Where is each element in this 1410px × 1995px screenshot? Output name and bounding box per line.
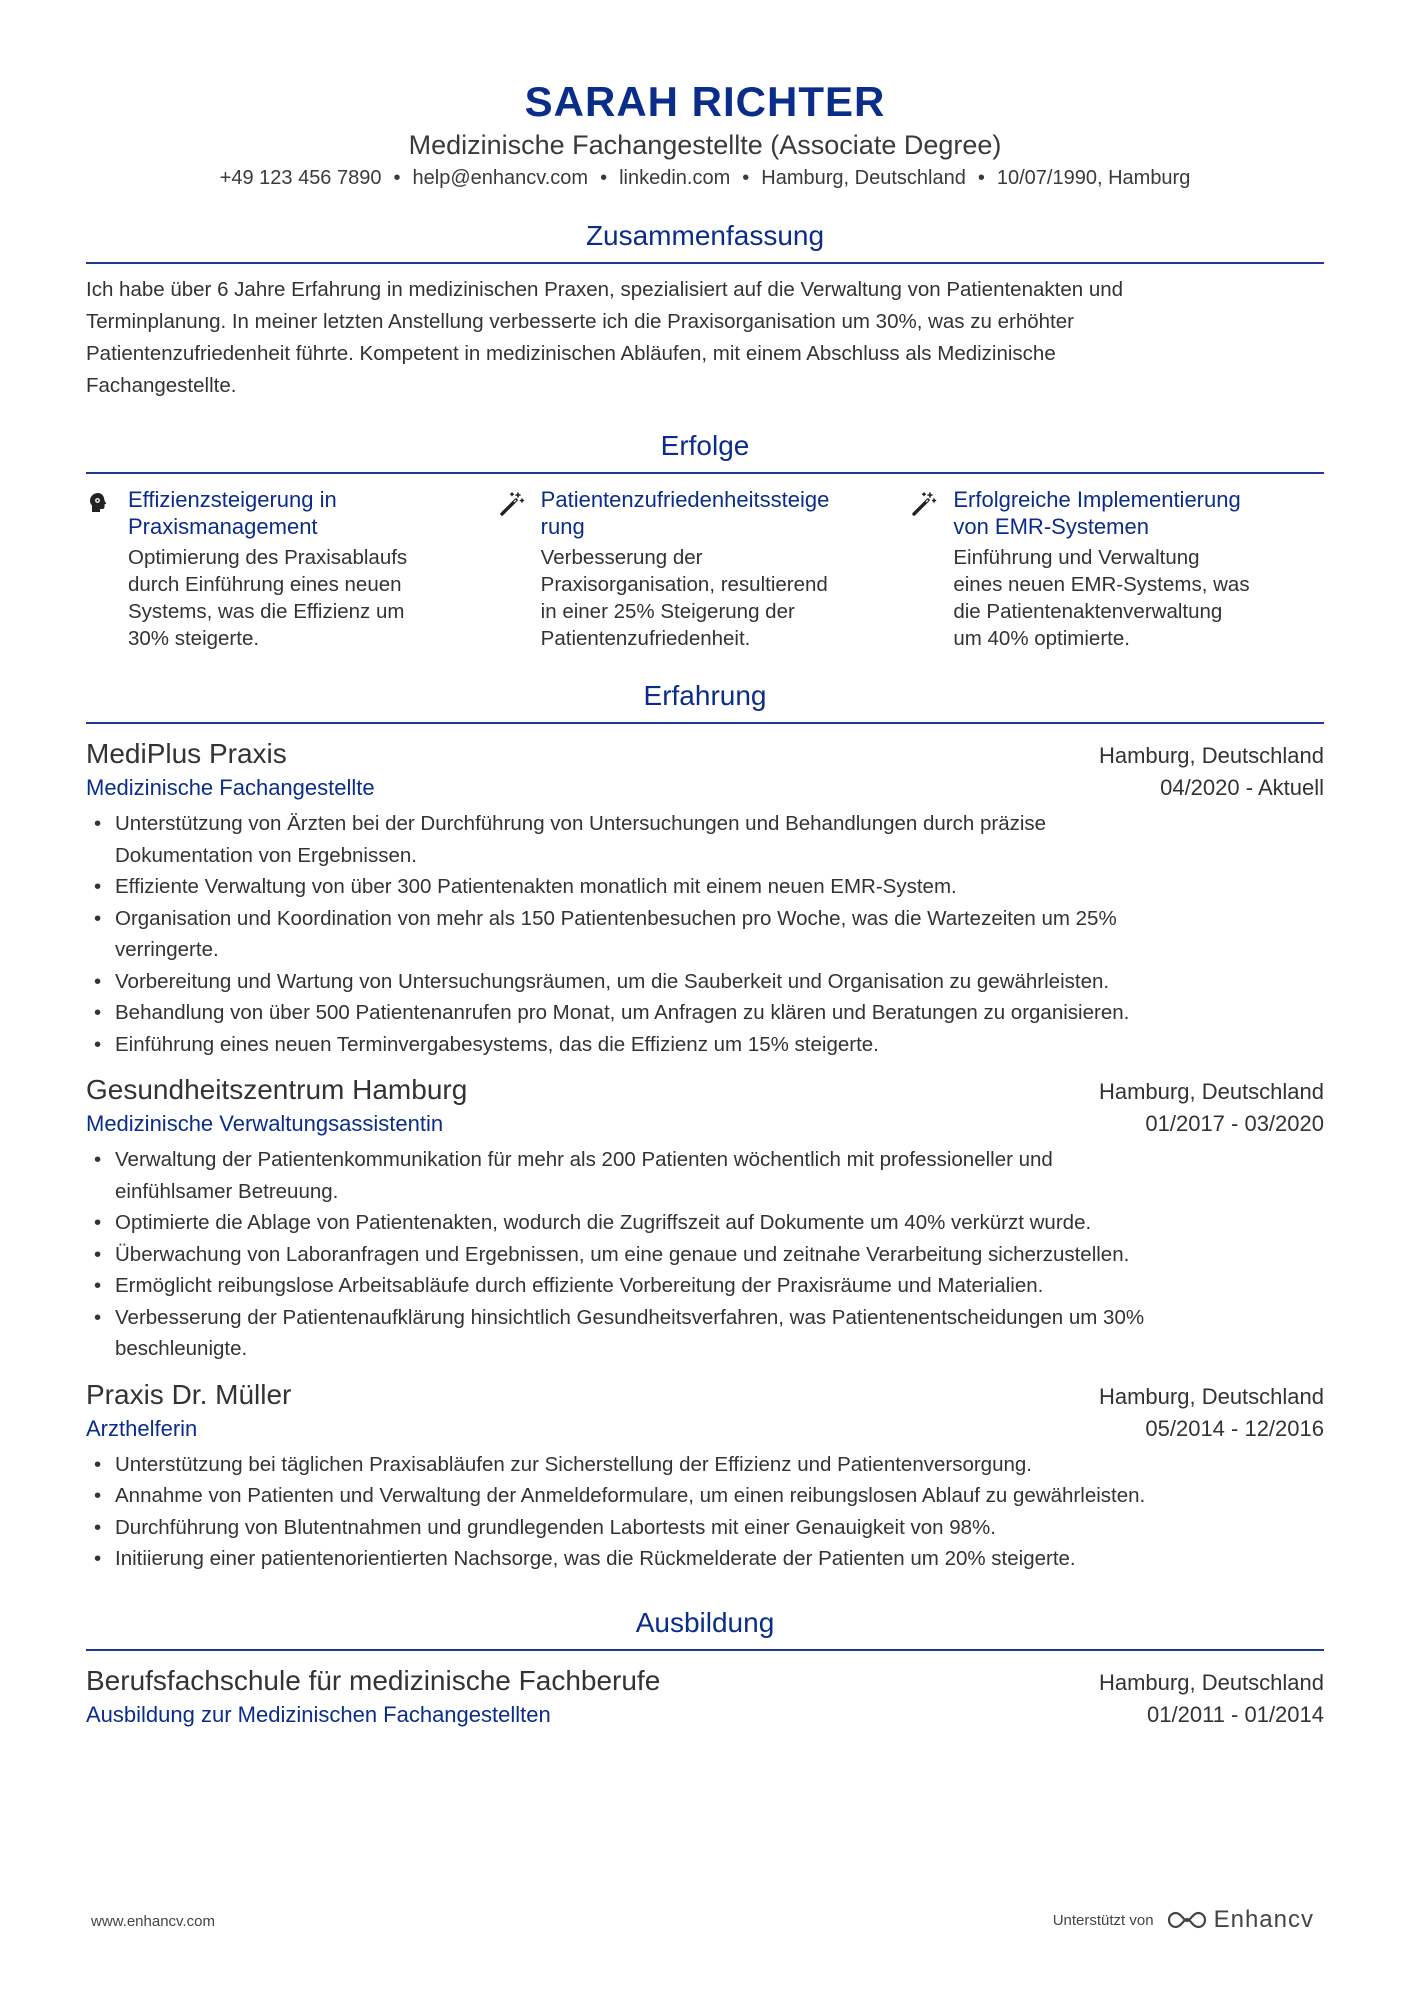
list-item: • Unterstützung bei täglichen Praxisabläufen zur Sicherstellung der Effizienz und Patientenversorgung. (86, 1449, 1324, 1481)
job-role: Medizinische Fachangestellte (86, 775, 375, 800)
section-heading-summary: Zusammenfassung (86, 218, 1324, 264)
job-dates: 04/2020 - Aktuell (1160, 775, 1324, 800)
list-item: • Annahme von Patienten und Verwaltung der Anmeldeformulare, um einen reibungslosen Ablauf zu gewährleisten. (86, 1480, 1324, 1512)
list-item: • Einführung eines neuen Terminvergabesystems, das die Effizienz um 15% steigerte. (86, 1029, 1324, 1061)
head-gears-icon (86, 486, 128, 652)
achievement-desc: Optimierung des Praxisablaufs durch Einführung eines neuen Systems, was die Effizienz um 30% steigerte. (128, 546, 408, 650)
list-item: • Vorbereitung und Wartung von Untersuchungsräumen, um die Sauberkeit und Organisation zu gewährleisten. (86, 966, 1324, 998)
job-entry (86, 1072, 1324, 1365)
section-heading-experience: Erfahrung (86, 678, 1324, 724)
section-heading-achievements: Erfolge (86, 428, 1324, 474)
list-item: • Optimierte die Ablage von Patientenakten, wodurch die Zugriffszeit auf Dokumente um 40% verkürzt wurde. (86, 1207, 1324, 1239)
job-company: MediPlus Praxis (86, 738, 287, 769)
list-item: • Unterstützung von Ärzten bei der Durchführung von Untersuchungen und Behandlungen durch präzise Dokumentation von Ergebnissen. (86, 808, 1324, 871)
contact-phone: +49 123 456 7890 (219, 167, 382, 189)
contact-email[interactable]: help@enhancv.com (412, 167, 589, 189)
list-item: • Verbesserung der Patientenaufklärung hinsichtlich Gesundheitsverfahren, was Patientenentscheidungen um 30% beschleunigte. (86, 1302, 1324, 1365)
contact-linkedin[interactable]: linkedin.com (619, 167, 731, 189)
job-location: Hamburg, Deutschland (1098, 743, 1324, 768)
contact-location: Hamburg, Deutschland (761, 167, 966, 189)
contact-line: +49 123 456 7890 • help@enhancv.com • linkedin.com • Hamburg, Deutschland • 10/07/1990, Hamburg (219, 167, 1191, 189)
education-location: Hamburg, Deutschland (1098, 1669, 1324, 1695)
list-item: • Initiierung einer patientenorientierten Nachsorge, was die Rückmelderate der Patienten um 20% steigerte. (86, 1543, 1324, 1575)
education-entry (86, 1663, 1324, 1731)
job-entry (86, 736, 1324, 1060)
job-bullets (86, 808, 1324, 1060)
footer-website[interactable]: www.enhancv.com (91, 1913, 215, 1930)
job-role: Arzthelferin (86, 1415, 198, 1441)
job-bullets (86, 1144, 1324, 1365)
list-item: • Organisation und Koordination von mehr als 150 Patientenbesuchen pro Woche, was die Wartezeiten um 25% verringerte. (86, 903, 1324, 966)
achievement-title: Patientenzufriedenheitssteige rung (540, 487, 830, 539)
achievement-desc: Einführung und Verwaltung eines neuen EMR-Systems, was die Patientenaktenverwaltung um 40% optimierte. (953, 546, 1250, 650)
list-item: • Verwaltung der Patientenkommunikation für mehr als 200 Patienten wöchentlich mit professioneller und einfühlsamer Betreuung. (86, 1144, 1324, 1207)
footer-powered-by (1053, 1906, 1314, 1934)
magic-wand-icon (499, 486, 541, 652)
achievement-item (911, 486, 1324, 652)
job-dates: 05/2014 - 12/2016 (1145, 1415, 1324, 1441)
job-location: Hamburg, Deutschland (1098, 1383, 1324, 1409)
candidate-title: Medizinische Fachangestellte (Associate Degree) (408, 130, 1002, 160)
magic-wand-icon (911, 486, 953, 652)
job-company: Praxis Dr. Müller (86, 1378, 292, 1410)
job-role: Medizinische Verwaltungsassistentin (86, 1111, 444, 1136)
achievement-desc: Verbesserung der Praxisorganisation, resultierend in einer 25% Steigerung der Patientenzufriedenheit. (540, 546, 828, 650)
list-item: • Effiziente Verwaltung von über 300 Patientenakten monatlich mit einem neuen EMR-System. (86, 871, 1324, 903)
powered-by-label: Unterstützt von (1052, 1911, 1154, 1929)
list-item: • Durchführung von Blutentnahmen und grundlegenden Labortests mit einer Genauigkeit von 98%. (86, 1512, 1324, 1544)
education-school: Berufsfachschule für medizinische Fachberufe (86, 1664, 661, 1696)
job-location: Hamburg, Deutschland (1098, 1079, 1324, 1104)
education-degree: Ausbildung zur Medizinischen Fachangestellten (86, 1701, 551, 1727)
education-dates: 01/2011 - 01/2014 (1147, 1701, 1324, 1727)
section-heading-education: Ausbildung (86, 1605, 1324, 1651)
achievements-list (86, 486, 1324, 652)
job-bullets (86, 1449, 1324, 1575)
list-item: • Behandlung von über 500 Patientenanrufen pro Monat, um Anfragen zu klären und Beratungen zu organisieren. (86, 997, 1324, 1029)
job-dates: 01/2017 - 03/2020 (1145, 1111, 1324, 1136)
achievement-title: Erfolgreiche Implementierung von EMR-Systemen (953, 487, 1241, 539)
contact-birth: 10/07/1990, Hamburg (996, 167, 1191, 189)
summary-text: Ich habe über 6 Jahre Erfahrung in medizinischen Praxen, spezialisiert auf die Verwaltung von Patientenakten und Terminplanung. In meiner letzten Anstellung verbesserte ich die Praxisorganisation um 30%, was zu erhöhter Patientenzufriedenheit führte. Kompetent in medizinischen Abläufen, mit einem Abschluss als Medizinische Fachangestellte. (86, 278, 1124, 397)
job-company: Gesundheitszentrum Hamburg (86, 1074, 468, 1105)
enhancv-logo-icon (1166, 1909, 1208, 1931)
resume-page (86, 0, 1324, 1731)
candidate-name: SARAH RICHTER (524, 78, 886, 125)
achievement-item (499, 486, 912, 652)
list-item: • Ermöglicht reibungslose Arbeitsabläufe durch effiziente Vorbereitung der Praxisräume und Materialien. (86, 1270, 1324, 1302)
job-entry (86, 1377, 1324, 1575)
enhancv-brand: Enhancv (1213, 1906, 1314, 1933)
achievement-title: Effizienzsteigerung in Praxismanagement (128, 487, 337, 539)
achievement-item (86, 486, 499, 652)
list-item: • Überwachung von Laboranfragen und Ergebnissen, um eine genaue und zeitnahe Verarbeitung sicherzustellen. (86, 1239, 1324, 1271)
